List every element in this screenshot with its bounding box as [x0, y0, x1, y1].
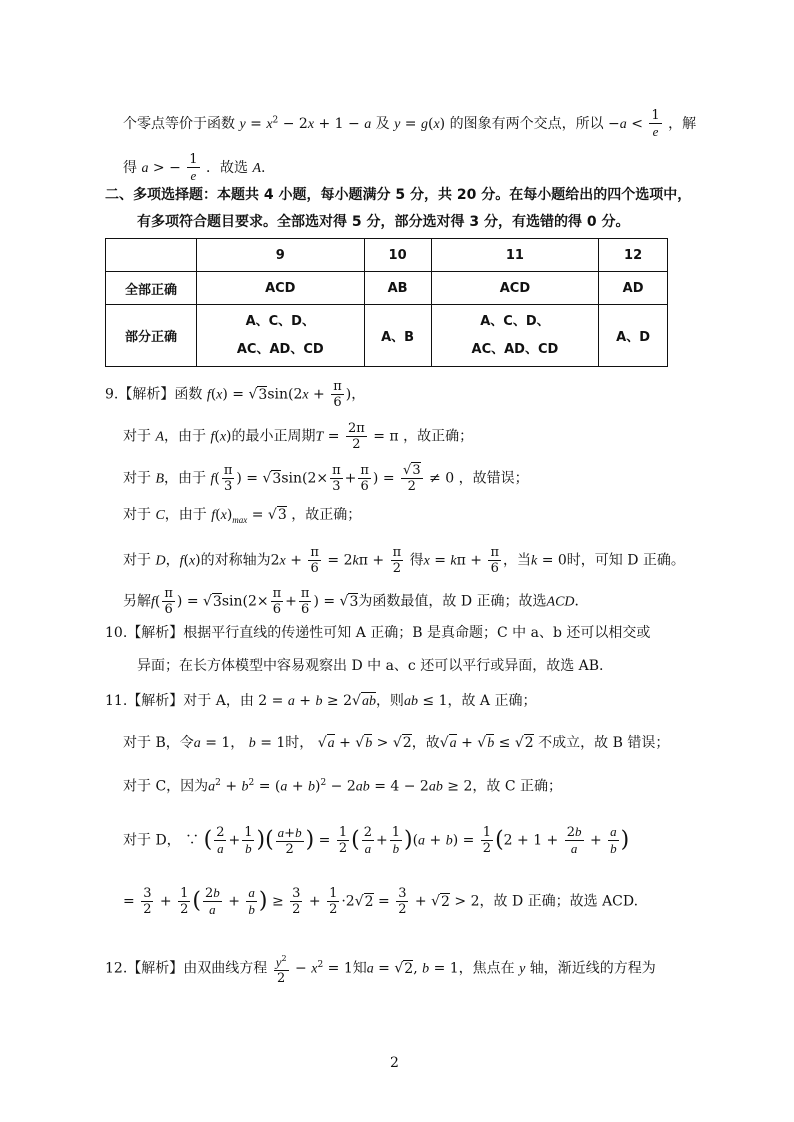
- text: 对于: [123, 470, 151, 487]
- text: 对于 D，: [123, 832, 181, 849]
- text: 为函数最值，故 D 正确；故选: [358, 593, 547, 610]
- text: 的最小正周期: [231, 428, 316, 445]
- fraction: $\frac{\pi}{3}$: [332, 463, 341, 494]
- table-cell: ACD: [431, 272, 599, 305]
- q12-line: 12.【解析】由双曲线方程 $\frac{y^2}{2}$ − $x^2 = 1$知a = √2, b = 1，焦点在 y 轴，渐近线的方程为: [105, 951, 656, 986]
- q9-d: 对于 D，f(x)的对称轴为2x + $\frac{\pi}{6}$ = 2kπ + $\frac{\pi}{2}$ 得x = kπ + $\frac{\pi}{6}$ ，当k = 0时，可知 D 正确。: [123, 545, 685, 576]
- text: 对于: [123, 507, 151, 523]
- table-cell: [197, 305, 365, 367]
- fraction: $\frac{1}{e}$: [189, 152, 198, 183]
- text: ，故 D 正确；故选 ACD.: [479, 893, 639, 910]
- fraction: $\frac{y^2}{2}$: [274, 951, 289, 986]
- text: 由双曲线方程: [183, 960, 268, 977]
- fraction: $\frac{2b}{a}$: [566, 824, 582, 856]
- text: ．故选: [206, 160, 248, 176]
- fraction: $\frac{\pi}{6}$: [333, 379, 342, 410]
- table-cell: AD: [599, 272, 668, 305]
- fraction: $\frac{\pi}{6}$: [272, 586, 282, 617]
- text: 及: [375, 116, 390, 132]
- table-cell: [599, 305, 668, 367]
- text: 对于 A，由: [183, 693, 254, 709]
- fraction: $\frac{1}{e}$: [651, 108, 660, 139]
- text: 的图象有两个交点，所以: [449, 116, 604, 132]
- page-number: 2: [390, 1055, 399, 1071]
- text: 得: [123, 160, 137, 176]
- text: ，焦点在: [458, 960, 515, 977]
- text: 知: [352, 960, 367, 977]
- text: ，故: [411, 735, 440, 751]
- text: ，由于: [164, 428, 207, 445]
- fraction: $\frac{\pi}{2}$: [392, 545, 402, 576]
- fraction: $\frac{3}{2}$: [292, 886, 301, 917]
- cell-line: A、D: [616, 330, 651, 345]
- fraction: $\frac{\pi}{6}$: [300, 586, 310, 617]
- text: 对于 B，令: [123, 735, 194, 751]
- fraction: $\frac{1}{b}$: [391, 824, 400, 856]
- q9-alt: 另解f( $\frac{\pi}{6}$ ) = √3sin(2× $\frac{\pi}{6}$ + $\frac{\pi}{6}$ ) = √3为函数最值，故 D 正确；故选ACD．: [123, 586, 589, 617]
- table-cell: ACD: [197, 272, 365, 305]
- choice: ACD: [546, 594, 575, 610]
- cell-line: A、C、D、: [245, 313, 315, 329]
- fraction: $\frac{2b}{a}$: [204, 885, 220, 917]
- table-cell: [364, 305, 431, 367]
- question-tag: 10.【解析】: [105, 625, 184, 641]
- table-row: [106, 305, 668, 367]
- fraction: $\frac{\pi}{6}$: [360, 463, 369, 494]
- table-cell: 9: [197, 239, 365, 272]
- text: 不成立，故 B 错误；: [538, 735, 670, 751]
- fraction: $\frac{a}{b}$: [248, 885, 255, 917]
- fraction: $\frac{1}{2}$: [482, 825, 492, 856]
- text: 根据平行直线的传递性可知 A 正确；B 是真命题；C 中 a、b 还可以相交或: [183, 625, 651, 641]
- q9-c: 对于 C，由于 $f(x)_{max} = √3$ ，故正确；: [123, 507, 362, 525]
- fraction: $\frac{a}{b}$: [610, 824, 617, 856]
- table-cell: 全部正确: [106, 272, 197, 305]
- cell-line: AC、AD、CD: [471, 341, 559, 357]
- fraction: $\frac{1}{2}$: [329, 886, 338, 917]
- cell-line: AC、AD、CD: [236, 341, 324, 357]
- text: 时，: [285, 735, 314, 751]
- section-heading-2: 有多项符合题目要求。全部选对得 5 分，部分选对得 3 分，有选错的得 0 分。: [137, 214, 630, 230]
- fraction: $\frac{3}{2}$: [398, 886, 407, 917]
- table-cell: AB: [364, 272, 431, 305]
- answer-table: [105, 238, 668, 367]
- q11-d: 对于 D， ∵ ( $\frac{2}{a}$ + $\frac{1}{b}$ )( $\frac{a+b}{2}$ ) = $\frac{1}{2}$ ( $\frac{2}{a}$ + $\frac{1}{b}$ )(a + b) = $\frac{1}{2}$ (2 + 1 + $\frac{2b}{a}$ + $\frac{a}{b}$ ): [123, 824, 630, 857]
- fraction: $\frac{\pi}{6}$: [310, 545, 319, 576]
- text: ，由于: [164, 507, 207, 523]
- text: ，故正确；: [403, 428, 474, 445]
- text: ，故 A 正确；: [447, 693, 537, 709]
- table-row: [106, 272, 668, 305]
- table-cell: [431, 305, 599, 367]
- q11-d2: = $\frac{3}{2}$ + $\frac{1}{2}$ ( $\frac{2b}{a}$ + $\frac{a}{b}$ ) ≥ $\frac{3}{2}$ + $\frac{1}{2}$ ·2√2 = $\frac{3}{2}$ + √2 > 2，故 D 正确；故选 ACD.: [123, 885, 639, 917]
- section-heading-1: 二、多项选择题：本题共 4 小题，每小题满分 5 分，共 20 分。在每小题给出的四个选项中，: [105, 187, 692, 203]
- fraction: $\frac{1}{b}$: [244, 824, 253, 856]
- table-cell: 部分正确: [106, 305, 197, 367]
- text: 另解: [123, 593, 151, 610]
- q10-line1: [105, 623, 650, 643]
- table-cell: [106, 239, 197, 272]
- text: 轴，渐近线的方程为: [529, 960, 656, 977]
- text: ，则: [375, 693, 404, 709]
- fraction: $\frac{2\pi}{2}$: [347, 421, 365, 452]
- q10-line2: 异面；在长方体模型中容易观察出 D 中 a、c 还可以平行或异面，故选 AB.: [137, 658, 604, 674]
- fraction: $\frac{a+b}{2}$: [277, 824, 302, 857]
- q11-c: 对于 C，因为$a^2 + b^2 = (a + b)^2 - 2ab = 4 - 2ab \ge 2$，故 C 正确；: [123, 778, 563, 795]
- fraction: $\frac{1}{2}$: [338, 825, 348, 856]
- text: 对于 C，因为: [123, 778, 209, 795]
- fraction: $\frac{2}{a}$: [363, 824, 372, 856]
- text: ，由于: [164, 470, 207, 487]
- fraction: $\frac{\pi}{6}$: [164, 586, 173, 617]
- question-tag: 12.【解析】: [105, 960, 184, 977]
- table-cell: 12: [599, 239, 668, 272]
- fraction: $\frac{\pi}{6}$: [490, 545, 500, 576]
- q9-b: 对于 B，由于 f( $\frac{\pi}{3}$ ) = √3sin(2× $\frac{\pi}{3}$ + $\frac{\pi}{6}$ ) = $\frac{√3}{2}$ ≠ 0 ，故错误；: [123, 463, 529, 494]
- text: 对于: [123, 428, 151, 445]
- table-header-row: [106, 239, 668, 272]
- q11-b: 对于 B，令a = 1， b = 1时， √a + √b > √2，故√a + √b ≤ √2 不成立，故 B 错误；: [123, 735, 670, 751]
- text: 函数: [174, 386, 203, 403]
- q8-line1: 个零点等价于函数 $y = x^2 - 2x + 1 - a$ 及 y = g(x) 的图象有两个交点，所以 −a < $\frac{1}{e}$ ，解: [123, 108, 697, 139]
- text: 对于: [123, 552, 151, 569]
- cell-line: A、C、D、: [480, 313, 550, 329]
- q9-a: 对于 A，由于 f(x)的最小正周期T = $\frac{2\pi}{2}$ = π ，故正确；: [123, 421, 474, 452]
- text: ，解: [668, 116, 697, 132]
- question-tag: 11.【解析】: [105, 693, 184, 709]
- q11-a: 11.【解析】对于 A，由 2 = a + b ≥ 2√ab，则ab ≤ 1，故 A 正确；: [105, 693, 537, 709]
- fraction: $\frac{1}{2}$: [180, 886, 189, 917]
- text: 得: [409, 552, 424, 569]
- fraction: $\frac{2}{a}$: [216, 824, 225, 856]
- text: 的对称轴为: [200, 552, 271, 569]
- text: ，故错误；: [458, 470, 529, 487]
- fraction: $\frac{√3}{2}$: [403, 463, 421, 494]
- question-tag: 9.【解析】: [105, 386, 175, 403]
- fraction: $\frac{3}{2}$: [143, 886, 152, 917]
- cell-line: A、B: [381, 330, 415, 345]
- text: ．: [574, 593, 589, 610]
- fraction: $\frac{\pi}{3}$: [223, 463, 233, 494]
- table-cell: 10: [364, 239, 431, 272]
- q9-intro: 9.【解析】函数 f(x) = √3sin(2x + $\frac{\pi}{6}$ )，: [105, 379, 366, 410]
- table-cell: 11: [431, 239, 599, 272]
- choice: A: [252, 161, 262, 176]
- text: ，当: [503, 552, 532, 569]
- text: ，故正确；: [291, 507, 362, 523]
- text: 个零点等价于函数: [123, 116, 235, 132]
- text: ，故 C 正确；: [472, 778, 563, 795]
- q8-line2: 得 a > − $\frac{1}{e}$ ．故选 A.: [123, 152, 266, 183]
- text: 时，可知 D 正确。: [566, 552, 685, 569]
